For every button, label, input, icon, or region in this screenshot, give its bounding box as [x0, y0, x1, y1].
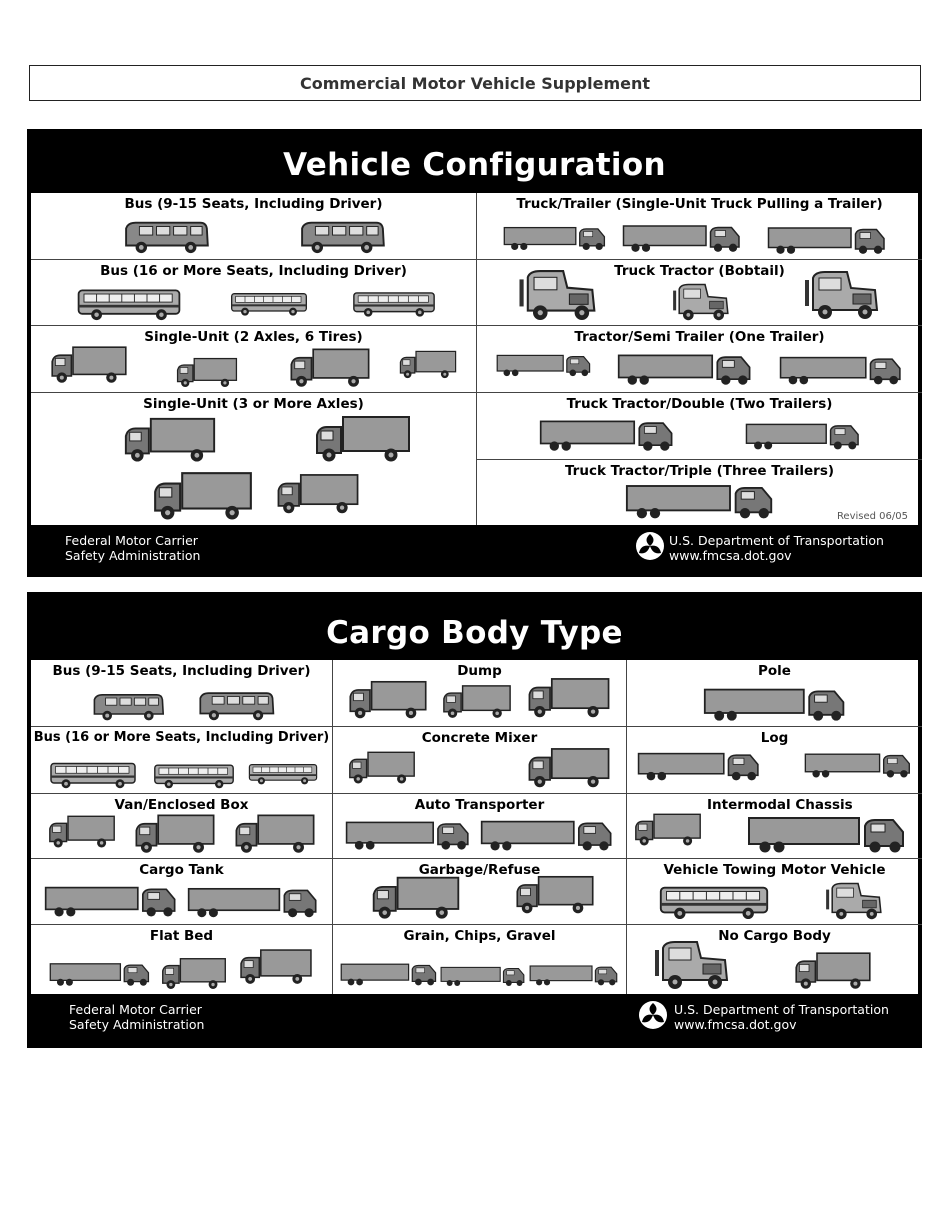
department-info — [669, 533, 884, 563]
agency-line-1: Federal Motor Carrier — [65, 533, 198, 548]
trailer-icon — [622, 221, 742, 255]
cell-no-cargo-body — [627, 925, 922, 994]
cell-label: No Cargo Body — [718, 928, 831, 944]
truck-icon — [149, 469, 257, 521]
cell-label: Grain, Chips, Gravel — [403, 928, 556, 944]
vehicle-configuration-grid — [31, 193, 918, 525]
cell-pole — [627, 660, 922, 727]
department-url: www.fmcsa.dot.gov — [669, 548, 792, 563]
cell-intermodal-chassis — [627, 794, 922, 859]
truck-icon — [132, 812, 218, 854]
bus-icon — [247, 757, 319, 789]
cell-log — [627, 727, 922, 794]
bus-icon — [229, 285, 309, 321]
supplement-title: Commercial Motor Vehicle Supplement — [29, 65, 921, 101]
department-name: U.S. Department of Transportation — [669, 533, 884, 548]
trailer-icon — [745, 417, 861, 455]
container-icon — [633, 804, 703, 854]
agency-line-2: Safety Administration — [65, 548, 201, 563]
cell-bus-16-plus — [31, 260, 477, 326]
cell-label: Truck Tractor (Bobtail) — [614, 263, 785, 279]
cell-label: Auto Transporter — [414, 797, 545, 813]
trailer-icon — [625, 481, 775, 521]
bus-icon — [148, 761, 240, 789]
truck-icon — [285, 346, 375, 388]
van-icon — [294, 217, 390, 255]
bus-icon — [45, 759, 141, 789]
tractor-icon — [644, 283, 760, 321]
cell-truck-trailer — [477, 193, 922, 260]
cell-label: Flat Bed — [149, 928, 214, 944]
department-info — [674, 1002, 889, 1032]
tractor-icon — [650, 940, 736, 990]
cell-auto-transporter — [333, 794, 627, 859]
tractor-icon — [803, 269, 883, 321]
trailer-icon — [539, 415, 675, 455]
trailer-icon — [637, 743, 761, 789]
cell-label: Truck/Trailer (Single-Unit Truck Pulling a Trailer) — [516, 196, 883, 212]
cargo-body-type-footer — [29, 992, 920, 1046]
cell-label: Van/Enclosed Box — [114, 797, 249, 813]
truck-icon — [49, 340, 129, 388]
trailer-icon — [503, 221, 607, 255]
truck-icon — [97, 415, 243, 463]
cell-label: Intermodal Chassis — [707, 797, 853, 813]
van-icon — [85, 690, 171, 722]
van-icon — [193, 688, 279, 722]
trailer-icon — [617, 350, 753, 388]
cell-truck-tractor-double — [477, 393, 922, 460]
cell-label: Bus (9-15 Seats, Including Driver) — [52, 663, 311, 679]
truck-icon — [526, 672, 612, 722]
truck-icon — [767, 950, 899, 990]
cell-label: Concrete Mixer — [421, 730, 538, 746]
cell-cargo-bus-16-plus — [31, 727, 333, 794]
cell-label: Truck Tractor/Double (Two Trailers) — [566, 396, 833, 412]
department-name: U.S. Department of Transportation — [674, 1002, 889, 1017]
trailer-icon — [345, 816, 471, 854]
trailer-icon — [676, 686, 874, 722]
cell-tractor-semi-trailer — [477, 326, 922, 393]
trailer-icon — [340, 958, 438, 990]
truck-icon — [313, 413, 413, 463]
trailer-icon — [187, 884, 319, 920]
cell-label: Bus (16 or More Seats, Including Driver) — [33, 730, 330, 745]
truck-icon — [238, 942, 314, 990]
trailer-icon — [779, 352, 903, 388]
cell-dump — [333, 660, 627, 727]
cell-truck-tractor-bobtail — [477, 260, 922, 326]
department-url: www.fmcsa.dot.gov — [674, 1017, 797, 1032]
cell-garbage-refuse — [333, 859, 627, 925]
tractor-icon — [517, 269, 601, 321]
agency-line-2: Safety Administration — [69, 1017, 205, 1032]
tractor-icon — [802, 882, 908, 920]
cell-cargo-bus-9-15 — [31, 660, 333, 727]
bus-icon — [70, 285, 188, 321]
truck-icon — [275, 465, 361, 521]
truck-icon — [158, 956, 230, 990]
trailer-icon — [757, 225, 897, 255]
truck-icon — [47, 808, 117, 854]
cell-label: Single-Unit (3 or More Axles) — [143, 396, 364, 412]
truck-icon — [152, 356, 262, 388]
cell-label: Truck Tractor/Triple (Three Trailers) — [564, 463, 835, 479]
trailer-icon — [44, 882, 178, 920]
cell-single-unit-3-axles — [31, 393, 477, 525]
agency-name — [65, 533, 200, 563]
trailer-icon — [738, 814, 916, 854]
cell-cargo-tank — [31, 859, 333, 925]
cell-single-unit-2-axles — [31, 326, 477, 393]
trailer-icon — [804, 741, 912, 789]
cell-flat-bed — [31, 925, 333, 994]
agency-line-1: Federal Motor Carrier — [69, 1002, 202, 1017]
cell-label: Garbage/Refuse — [418, 862, 541, 878]
revised-date: Revised 06/05 — [836, 511, 908, 522]
truck-icon — [347, 676, 429, 722]
truck-icon — [363, 874, 469, 920]
cell-label: Log — [760, 730, 789, 746]
cell-label: Bus (16 or More Seats, Including Driver) — [100, 263, 407, 279]
cell-grain-chips-gravel — [333, 925, 627, 994]
vehicle-configuration-footer — [29, 523, 920, 575]
trailer-icon — [440, 962, 526, 990]
cell-label: Vehicle Towing Motor Vehicle — [663, 862, 886, 878]
truck-icon — [347, 745, 417, 789]
cell-label: Dump — [457, 663, 502, 679]
trailer-icon — [529, 960, 619, 990]
cell-label: Tractor/Semi Trailer (One Trailer) — [574, 329, 825, 345]
truck-icon — [514, 868, 596, 920]
cargo-body-type-grid — [31, 660, 918, 994]
truck-icon — [233, 812, 317, 854]
truck-icon — [526, 745, 612, 789]
vehicle-configuration-panel — [27, 129, 922, 577]
van-icon — [118, 217, 214, 255]
cell-van-enclosed-box — [31, 794, 333, 859]
cell-bus-9-15 — [31, 193, 477, 260]
truck-icon — [398, 340, 458, 388]
cell-vehicle-towing — [627, 859, 922, 925]
cell-label: Cargo Tank — [139, 862, 224, 878]
cargo-body-type-panel — [27, 592, 922, 1048]
truck-icon — [441, 680, 513, 722]
dot-logo-icon — [638, 1000, 668, 1030]
bus-icon — [351, 285, 437, 321]
cell-label: Single-Unit (2 Axles, 6 Tires) — [144, 329, 363, 345]
agency-name — [69, 1002, 204, 1032]
cell-concrete-mixer — [333, 727, 627, 794]
trailer-icon — [496, 342, 592, 388]
trailer-icon — [480, 816, 614, 854]
cell-label: Pole — [758, 663, 791, 679]
cell-label: Bus (9-15 Seats, Including Driver) — [124, 196, 383, 212]
dot-logo-icon — [635, 531, 665, 561]
cargo-body-type-title: Cargo Body Type — [326, 615, 623, 651]
vehicle-configuration-title: Vehicle Configuration — [283, 147, 666, 183]
bus-icon — [641, 882, 787, 920]
trailer-icon — [49, 958, 151, 990]
cell-truck-tractor-triple — [477, 460, 922, 525]
